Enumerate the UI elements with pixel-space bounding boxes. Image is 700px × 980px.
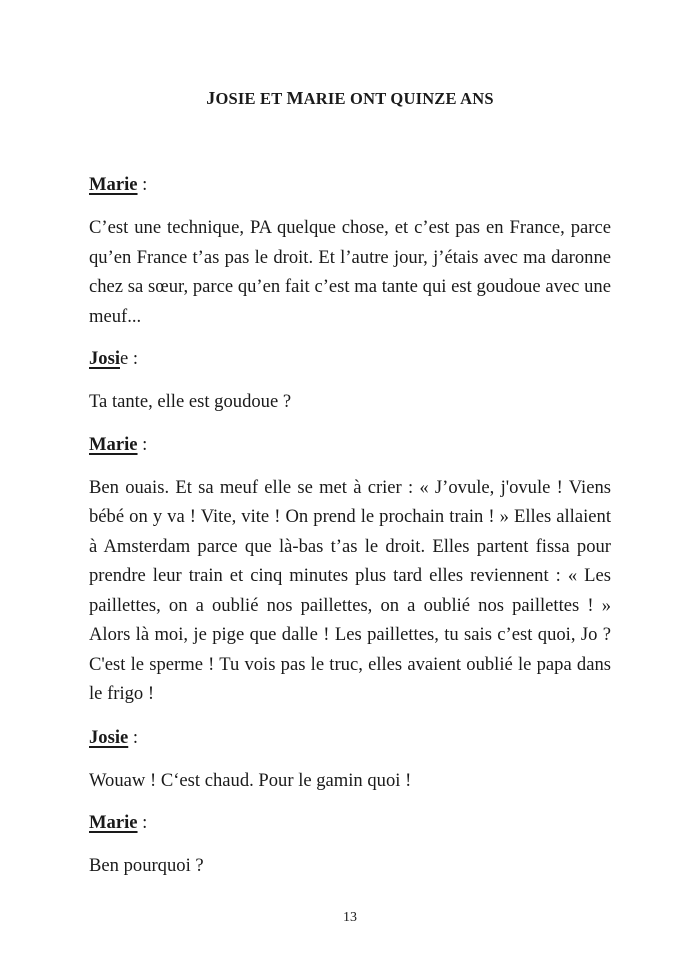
speaker-name: Marie <box>89 812 138 833</box>
speaker-name: Marie <box>89 174 138 195</box>
speaker-marie <box>89 808 611 838</box>
line-text: Ta tante, elle est goudoue ? <box>89 391 292 412</box>
speaker-colon: : <box>128 726 139 748</box>
speaker-name: Marie <box>89 433 138 455</box>
title-part-2: ARIE ONT QUINZE ANS <box>303 89 494 108</box>
line-text: Ben ouais. Et sa meuf elle se met à crier : « J’ovule, j'ovule ! Viens bébé on y va ! Vite, vite ! On prend le prochain train ! » Elles allaient à Amsterdam parce que là-bas t’as le droit. Elles partent fissa pour prendre leur train et cinq minutes plus tard elles reviennent : « Les paillettes, on a oublié nos paillettes, on a oublié nos paillettes ! » Alors là moi, je pige que dalle ! Les paillettes, tu sais c’est quoi, Jo ? C'est le sperme ! Tu vois pas le truc, elles avaient oublié le papa dans le frigo ! <box>89 476 611 704</box>
speaker-marie <box>89 170 611 200</box>
speaker-name: Josie <box>89 726 129 748</box>
dialogue-body <box>89 170 611 894</box>
speaker-josie <box>89 723 611 753</box>
line-text: C’est une technique, PA quelque chose, et c’est pas en France, parce qu’en France t’as pas le droit. Et l’autre jour, j’étais avec ma daronne chez sa sœur, parce qu’en fait c’est ma tante qui est goudoue avec une meuf... <box>89 217 611 327</box>
title-initial-j: J <box>206 88 216 108</box>
title-initial-m: M <box>286 88 304 108</box>
speaker-josie <box>89 344 611 374</box>
title-part-1: OSIE ET <box>215 89 287 108</box>
speaker-colon: : <box>137 174 148 195</box>
speaker-colon: : <box>137 433 148 455</box>
speaker-marie <box>89 430 611 460</box>
line-text: Wouaw ! C‘est chaud. Pour le gamin quoi ! <box>89 769 412 791</box>
line-text: Ben pourquoi ? <box>89 855 204 876</box>
speaker-colon: e : <box>120 348 139 369</box>
speaker-name: Josi <box>89 348 120 369</box>
speaker-colon: : <box>137 812 148 833</box>
page-number: 13 <box>343 910 357 925</box>
chapter-title <box>0 88 700 109</box>
